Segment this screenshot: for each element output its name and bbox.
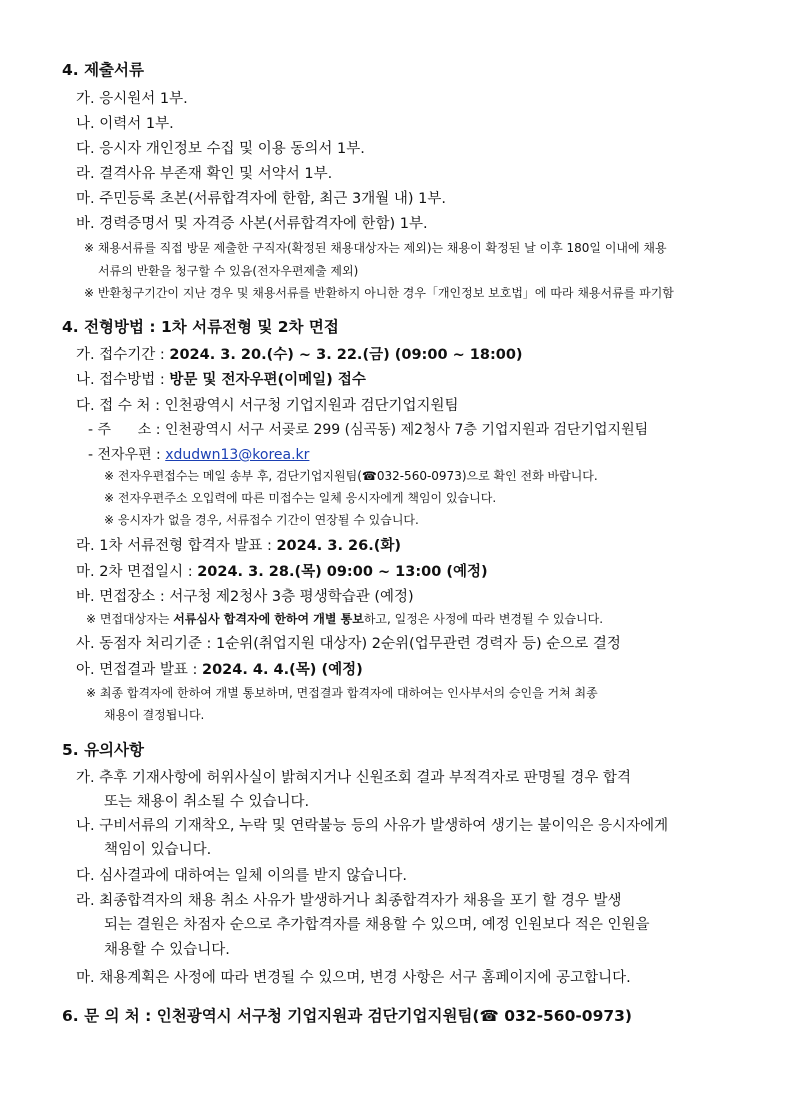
reception-period [76,343,523,364]
first-result-value: 2024. 3. 26.(화) [276,538,401,554]
interview-result [76,658,363,679]
doc-note-1-line1: ※ 채용서류를 직접 방문 제출한 구직자(확정된 채용대상자는 제외)는 채용이 확정된 날 이후 180일 이내에 채용 [84,241,667,255]
interview-datetime [76,560,488,581]
notice-b-line1: 나. 구비서류의 기재착오, 누락 및 연락불능 등의 사유가 발생하여 생기는 불이익은 응시자에게 [76,818,669,834]
email-note-2: ※ 전자우편주소 오입력에 따른 미접수는 일체 응시자에게 책임이 있습니다. [104,491,497,505]
notice-c: 다. 심사결과에 대하여는 일체 이의를 받지 않습니다. [76,868,408,884]
email-note-3: ※ 응시자가 없을 경우, 서류접수 기간이 연장될 수 있습니다. [104,513,419,527]
notice-d-line3: 채용할 수 있습니다. [104,942,230,958]
notice-a-line1: 가. 추후 기재사항에 허위사실이 밝혀지거나 신원조회 결과 부적격자로 판명될 경우 합격 [76,770,631,786]
tie-break-criteria: 사. 동점자 처리기준 : 1순위(취업지원 대상자) 2순위(업무관련 경력자 등) 순으로 결정 [76,636,621,652]
reception-method-label: 나. 접수방법 : [76,372,170,388]
doc-item-4: 라. 결격사유 부존재 확인 및 서약서 1부. [76,166,333,182]
first-result-label: 라. 1차 서류전형 합격자 발표 : [76,538,277,554]
section-title-selection: 4. 전형방법 : 1차 서류전형 및 2차 면접 [62,318,339,336]
reception-method-value: 방문 및 전자우편(이메일) 접수 [169,372,366,388]
section-title-notes: 5. 유의사항 [62,741,144,759]
reception-email-label: - 전자우편 : [88,447,166,463]
notice-e: 마. 채용계획은 사정에 따라 변경될 수 있으며, 변경 사항은 서구 홈페이지에 공고합니다. [76,970,631,986]
doc-note-1-line2: 서류의 반환을 청구할 수 있음(전자우편제출 제외) [98,264,359,278]
interview-place: 바. 면접장소 : 서구청 제2청사 3층 평생학습관 (예정) [76,589,414,605]
interview-result-label: 아. 면접결과 발표 : [76,662,202,678]
doc-item-3: 다. 응시자 개인정보 수집 및 이용 동의서 1부. [76,141,365,157]
notice-a-line2: 또는 채용이 취소될 수 있습니다. [104,794,310,810]
doc-item-2: 나. 이력서 1부. [76,116,174,132]
interview-note-post: 하고, 일정은 사정에 따라 변경될 수 있습니다. [363,612,604,626]
section-title-contact: 6. 문 의 처 : 인천광역시 서구청 기업지원과 검단기업지원팀(☎ 032-560-0973) [62,1007,633,1025]
doc-item-6: 바. 경력증명서 및 자격증 사본(서류합격자에 한함) 1부. [76,216,428,232]
section-title-documents: 4. 제출서류 [62,61,144,79]
reception-address [88,419,648,439]
interview-datetime-value: 2024. 3. 28.(목) 09:00 ~ 13:00 (예정) [197,564,488,580]
interview-note [86,610,603,627]
doc-note-2: ※ 반환청구기간이 지난 경우 및 채용서류를 반환하지 아니한 경우「개인정보 보호법」에 따라 채용서류를 파기함 [84,286,674,300]
notice-d-line2: 되는 결원은 차점자 순으로 추가합격자를 채용할 수 있으며, 예정 인원보다 적은 인원을 [104,917,650,933]
notice-b-line2: 책임이 있습니다. [104,842,212,858]
final-note-line1: ※ 최종 합격자에 한하여 개별 통보하며, 면접결과 합격자에 대하여는 인사부서의 승인을 거쳐 최종 [86,686,598,700]
notice-d-line1: 라. 최종합격자의 채용 취소 사유가 발생하거나 최종합격자가 채용을 포기 할 경우 발생 [76,893,622,909]
doc-item-5: 마. 주민등록 초본(서류합격자에 한함, 최근 3개월 내) 1부. [76,191,447,207]
interview-datetime-label: 마. 2차 면접일시 : [76,564,198,580]
interview-note-bold: 서류심사 합격자에 한하여 개별 통보 [173,612,364,626]
first-result-announcement [76,534,401,555]
reception-email [88,444,309,464]
interview-result-value: 2024. 4. 4.(목) (예정) [201,662,363,678]
email-link[interactable]: xdudwn13@korea.kr [165,447,310,463]
reception-place: 다. 접 수 처 : 인천광역시 서구청 기업지원과 검단기업지원팀 [76,398,459,414]
reception-address-value: 인천광역시 서구 서곶로 299 (심곡동) 제2청사 7층 기업지원과 검단기업지원팀 [164,422,649,438]
doc-item-1: 가. 응시원서 1부. [76,91,188,107]
reception-period-value: 2024. 3. 20.(수) ~ 3. 22.(금) (09:00 ~ 18:00) [169,347,523,363]
final-note-line2: 채용이 결정됩니다. [104,708,205,722]
reception-method [76,368,366,389]
reception-period-label: 가. 접수기간 : [76,347,170,363]
email-note-1: ※ 전자우편접수는 메일 송부 후, 검단기업지원팀(☎032-560-0973)으로 확인 전화 바랍니다. [104,469,598,483]
reception-address-label: - 주 소 : [88,422,165,438]
interview-note-pre: ※ 면접대상자는 [86,612,174,626]
